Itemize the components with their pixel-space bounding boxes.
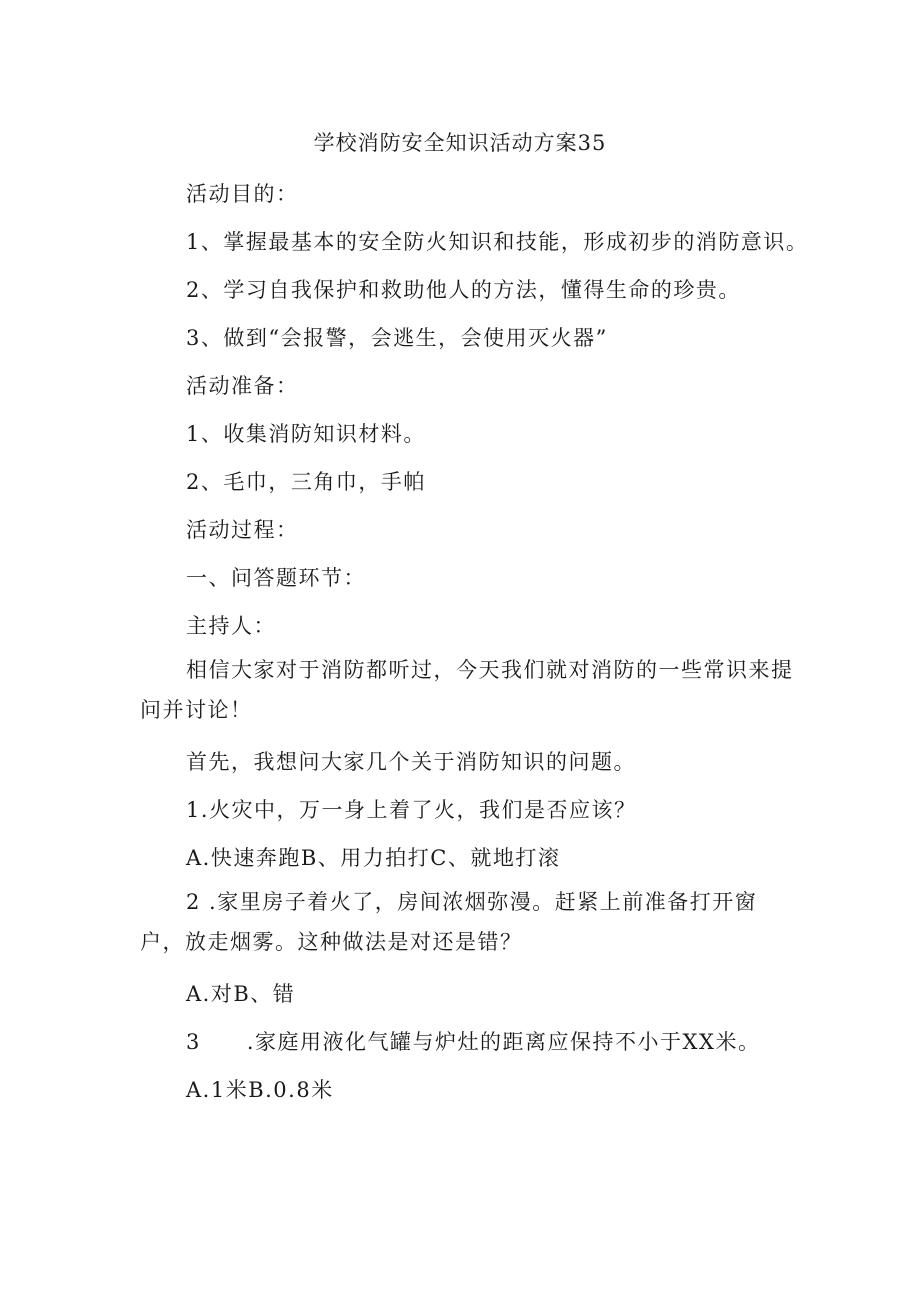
paragraph: 1、掌握最基本的安全防火知识和技能，形成初步的消防意识。 — [186, 230, 809, 254]
question-number: 3 — [186, 1030, 201, 1054]
section-heading-purpose: 活动目的： — [186, 182, 299, 206]
paragraph: 主持人： — [186, 614, 276, 638]
answer-options: A.快速奔跑B、用力拍打C、就地打滚 — [186, 846, 561, 870]
section-heading-process: 活动过程： — [186, 518, 299, 542]
paragraph: 相信大家对于消防都听过，今天我们就对消防的一些常识来提 — [186, 658, 794, 682]
paragraph: 3、做到“会报警，会逃生，会使用灭火器” — [186, 326, 608, 350]
paragraph: 一、问答题环节： — [186, 566, 366, 590]
question: 2 .家里房子着火了，房间浓烟弥漫。赶紧上前准备打开窗 — [186, 890, 758, 914]
paragraph: 1、收集消防知识材料。 — [186, 422, 426, 446]
document-title: 学校消防安全知识活动方案35 — [313, 131, 607, 155]
section-heading-preparation: 活动准备： — [186, 374, 299, 398]
question-text: .家庭用液化气罐与炉灶的距离应保持不小于XX米。 — [246, 1030, 761, 1054]
paragraph: 首先，我想问大家几个关于消防知识的问题。 — [186, 750, 636, 774]
paragraph: 2、学习自我保护和救助他人的方法，懂得生命的珍贵。 — [186, 278, 741, 302]
paragraph-continuation: 问并讨论！ — [140, 698, 253, 722]
answer-options: A.1米B.0.8米 — [186, 1078, 334, 1102]
answer-options: A.对B、错 — [186, 982, 296, 1006]
question: 1.火灾中，万一身上着了火，我们是否应该？ — [186, 798, 637, 822]
question — [140, 1018, 790, 1066]
question-continuation: 户，放走烟雾。这种做法是对还是错？ — [140, 930, 523, 954]
document-body — [140, 170, 809, 1114]
paragraph: 2、毛巾，三角巾，手帕 — [186, 470, 426, 494]
